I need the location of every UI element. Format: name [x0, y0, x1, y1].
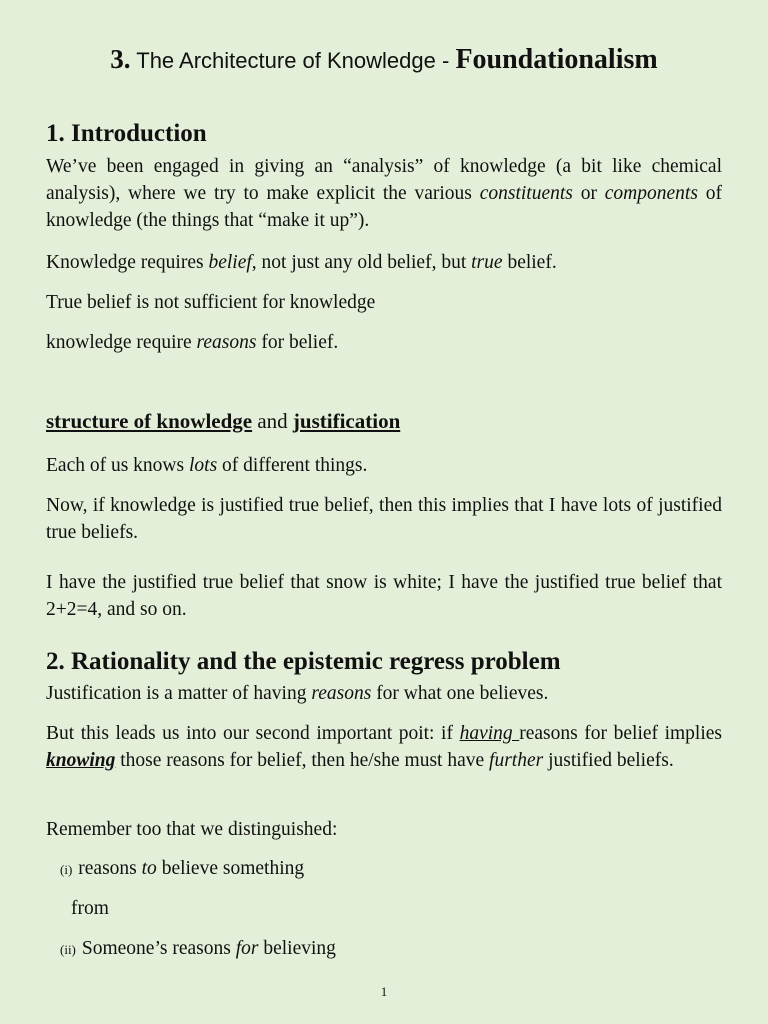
justification-paragraph: Justification is a matter of having reasons for what one believes. — [46, 683, 549, 704]
lots-paragraph: Each of us knows lots of different things. — [46, 455, 368, 476]
section-heading-rationality: 2. Rationality and the epistemic regress problem — [46, 648, 561, 675]
title-number: 3. — [110, 44, 131, 74]
page-number: 1 — [380, 984, 388, 999]
jtb-paragraph: Now, if knowledge is justified true belief, then this implies that I have lots of justified true beliefs. — [46, 495, 722, 543]
section-heading-introduction: 1. Introduction — [46, 120, 207, 147]
list-item: (i) reasons to believe something — [60, 858, 305, 879]
structure-subheading: structure of knowledge and justification — [46, 409, 401, 433]
true-belief-paragraph: True belief is not sufficient for knowledge — [46, 292, 376, 313]
title-text: The Architecture of Knowledge - — [136, 48, 450, 73]
knowledge-belief-paragraph: Knowledge requires belief, not just any old belief, but true belief. — [46, 252, 557, 273]
intro-paragraph: We’ve been engaged in giving an “analysis” of knowledge (a bit like chemical analysis), where we try to make explicit the various constituents or components of knowledge (the things that “make it up”). — [46, 156, 722, 231]
title-emphasis: Foundationalism — [455, 44, 658, 75]
regress-paragraph: But this leads us into our second important poit: if having reasons for belief implies knowing those reasons for belief, then he/she must have further justified beliefs. — [46, 723, 723, 771]
list-item: (ii) Someone’s reasons for believing — [60, 938, 336, 959]
reasons-paragraph: knowledge require reasons for belief. — [46, 332, 339, 353]
distinguished-paragraph: Remember too that we distinguished: — [46, 819, 338, 840]
snow-paragraph: I have the justified true belief that snow is white; I have the justified true belief that 2+2=4, and so on. — [46, 572, 722, 620]
from-text: from — [71, 898, 109, 919]
page-title — [46, 44, 722, 76]
